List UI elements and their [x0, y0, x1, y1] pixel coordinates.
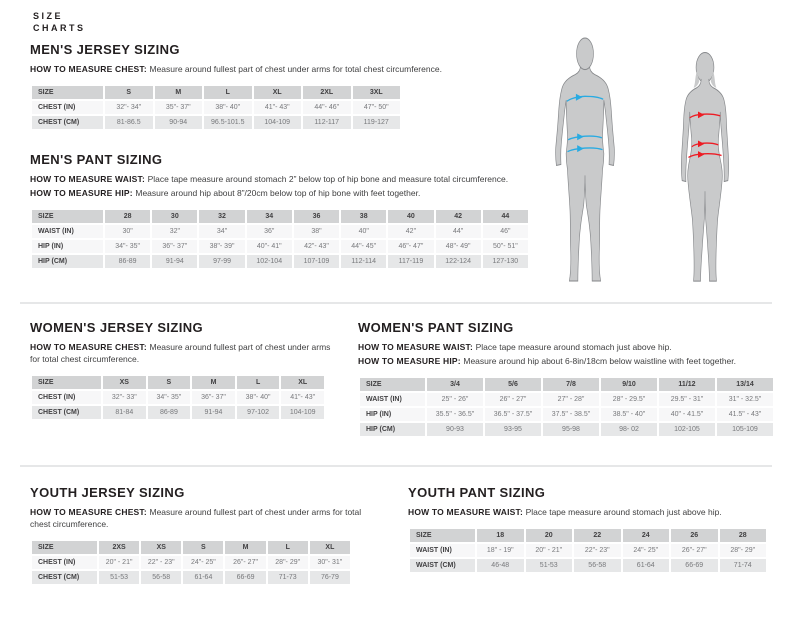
youth-pant-section	[408, 485, 773, 574]
table-cell: 61-64	[183, 571, 223, 584]
column-header: L	[204, 86, 252, 99]
table-cell: 81-84	[103, 406, 146, 419]
measure-instructions	[30, 507, 375, 531]
measure-instruction-label: HOW TO MEASURE CHEST:	[30, 342, 150, 352]
table-cell: 24"- 25"	[623, 544, 670, 557]
measure-instruction-line: HOW TO MEASURE HIP: Measure around hip about 6-8in/18cm below waistline with feet together.	[358, 355, 737, 366]
table-row	[410, 544, 766, 557]
column-header: L	[237, 376, 280, 389]
section-title: YOUTH JERSEY SIZING	[30, 485, 185, 500]
column-header: 38	[341, 210, 386, 223]
male-body-silhouette	[556, 66, 615, 281]
male-head	[577, 38, 594, 70]
measure-instruction-label: HOW TO MEASURE HIP:	[30, 187, 136, 198]
table-cell: 44"- 45"	[341, 240, 386, 253]
table-cell: 97-102	[237, 406, 280, 419]
row-label: WAIST (IN)	[32, 225, 103, 238]
column-header: 11/12	[659, 378, 715, 391]
column-header: M	[155, 86, 203, 99]
measure-instruction-line: HOW TO MEASURE CHEST: Measure around fullest part of chest under arms for total chest circumference.	[30, 64, 442, 74]
row-label: CHEST (CM)	[32, 116, 103, 129]
table-cell: 90-94	[155, 116, 203, 129]
table-row	[360, 393, 773, 406]
table-cell: 102-105	[659, 423, 715, 436]
table-cell: 71-73	[268, 571, 308, 584]
column-header: 20	[526, 529, 573, 542]
table-cell: 30"- 31"	[310, 556, 350, 569]
column-header: 2XS	[99, 541, 139, 554]
table-cell: 20" - 21"	[99, 556, 139, 569]
table-cell: 97-99	[199, 255, 244, 268]
mens-jersey-section	[30, 42, 515, 131]
section-title: MEN'S PANT SIZING	[30, 152, 163, 167]
brand-line-1: SIZE	[33, 11, 64, 21]
table-cell: 37.5" - 38.5"	[543, 408, 599, 421]
row-label: CHEST (IN)	[32, 391, 101, 404]
column-header: 28	[720, 529, 767, 542]
row-label: WAIST (IN)	[410, 544, 475, 557]
table-header-row	[32, 210, 528, 223]
table-cell: 112-117	[303, 116, 351, 129]
womens-pant-section	[358, 320, 778, 438]
column-header: 2XL	[303, 86, 351, 99]
table-cell: 98- 02	[601, 423, 657, 436]
table-cell: 18" - 19"	[477, 544, 524, 557]
column-header: 30	[152, 210, 197, 223]
table-cell: 41"- 43"	[254, 101, 302, 114]
youth-pant-table	[408, 527, 768, 574]
size-column-header: SIZE	[360, 378, 425, 391]
row-label: CHEST (CM)	[32, 406, 101, 419]
table-cell: 34"- 35"	[105, 240, 150, 253]
size-column-header: SIZE	[410, 529, 475, 542]
row-label: CHEST (IN)	[32, 556, 97, 569]
table-cell: 51-53	[526, 559, 573, 572]
size-column-header: SIZE	[32, 541, 97, 554]
measure-instruction-line: HOW TO MEASURE CHEST: Measure around fullest part of chest under arms for total chest circumference.	[30, 507, 362, 529]
table-header-row	[360, 378, 773, 391]
table-cell: 71-74	[720, 559, 767, 572]
table-cell: 95-98	[543, 423, 599, 436]
table-cell: 28" - 29.5"	[601, 393, 657, 406]
table-cell: 36"- 37"	[152, 240, 197, 253]
table-cell: 30"	[105, 225, 150, 238]
column-header: XL	[254, 86, 302, 99]
table-cell: 36"	[247, 225, 292, 238]
womens-pant-table	[358, 376, 775, 438]
table-cell: 91-94	[152, 255, 197, 268]
measure-instruction-line: HOW TO MEASURE WAIST: Place tape measure around stomach just above hip.	[358, 342, 672, 352]
column-header: 7/8	[543, 378, 599, 391]
mens-jersey-table	[30, 84, 402, 131]
column-header: 5/6	[485, 378, 541, 391]
table-cell: 93-95	[485, 423, 541, 436]
table-cell: 36"- 37"	[192, 391, 235, 404]
table-cell: 38"- 39"	[199, 240, 244, 253]
table-cell: 61-64	[623, 559, 670, 572]
measure-instruction-label: HOW TO MEASURE CHEST:	[30, 507, 150, 517]
table-header-row	[32, 376, 324, 389]
section-divider	[20, 465, 772, 467]
table-cell: 56-58	[141, 571, 181, 584]
table-cell: 28"- 29"	[720, 544, 767, 557]
table-cell: 28"- 29"	[268, 556, 308, 569]
table-cell: 119-127	[353, 116, 401, 129]
table-cell: 107-109	[294, 255, 339, 268]
measure-instructions	[30, 342, 332, 366]
table-row	[32, 391, 324, 404]
table-header-row	[32, 86, 400, 99]
table-row	[32, 556, 350, 569]
table-cell: 35.5" - 36.5"	[427, 408, 483, 421]
table-cell: 38"- 40"	[204, 101, 252, 114]
column-header: 44	[483, 210, 528, 223]
table-cell: 29.5" - 31"	[659, 393, 715, 406]
table-cell: 32"- 33"	[103, 391, 146, 404]
section-divider	[20, 302, 772, 304]
table-cell: 40"- 41"	[247, 240, 292, 253]
table-row	[32, 225, 528, 238]
measure-instruction-line: HOW TO MEASURE WAIST: Place tape measure around stomach just above hip.	[408, 507, 722, 517]
womens-jersey-section	[30, 320, 332, 421]
male-figure	[546, 37, 624, 289]
table-cell: 31" - 32.5"	[717, 393, 773, 406]
table-row	[360, 423, 773, 436]
female-figure	[670, 52, 740, 289]
table-row	[32, 101, 400, 114]
column-header: 40	[388, 210, 433, 223]
table-cell: 41"- 43"	[281, 391, 324, 404]
table-row	[32, 116, 400, 129]
table-cell: 91-94	[192, 406, 235, 419]
table-cell: 38"	[294, 225, 339, 238]
table-cell: 96.5-101.5	[204, 116, 252, 129]
column-header: 34	[247, 210, 292, 223]
column-header: S	[105, 86, 153, 99]
table-cell: 36.5" - 37.5"	[485, 408, 541, 421]
column-header: XL	[281, 376, 324, 389]
table-cell: 104-109	[254, 116, 302, 129]
section-title: YOUTH PANT SIZING	[408, 485, 546, 500]
table-cell: 104-109	[281, 406, 324, 419]
table-cell: 41.5" - 43"	[717, 408, 773, 421]
column-header: S	[148, 376, 191, 389]
column-header: 13/14	[717, 378, 773, 391]
row-label: WAIST (IN)	[360, 393, 425, 406]
table-cell: 27" - 28"	[543, 393, 599, 406]
table-cell: 22" - 23"	[141, 556, 181, 569]
measure-instructions	[30, 64, 515, 76]
measure-instructions	[408, 507, 773, 519]
table-cell: 86-89	[148, 406, 191, 419]
youth-jersey-table	[30, 539, 352, 586]
row-label: HIP (IN)	[32, 240, 103, 253]
column-header: 28	[105, 210, 150, 223]
column-header: S	[183, 541, 223, 554]
column-header: M	[192, 376, 235, 389]
table-cell: 26"- 27"	[671, 544, 718, 557]
table-cell: 26" - 27"	[485, 393, 541, 406]
measure-instruction-label: HOW TO MEASURE WAIST:	[358, 342, 476, 352]
table-cell: 42"- 43"	[294, 240, 339, 253]
table-cell: 47"- 50"	[353, 101, 401, 114]
table-cell: 26"- 27"	[225, 556, 265, 569]
table-row	[32, 406, 324, 419]
column-header: XS	[103, 376, 146, 389]
measure-instruction-line: HOW TO MEASURE HIP: Measure around hip about 8”/20cm below top of hip bone with feet together.	[30, 187, 421, 198]
column-header: M	[225, 541, 265, 554]
table-cell: 105-109	[717, 423, 773, 436]
youth-jersey-section	[30, 485, 375, 586]
table-cell: 44"	[436, 225, 481, 238]
table-cell: 56-58	[574, 559, 621, 572]
table-row	[32, 240, 528, 253]
mens-pant-section	[30, 152, 550, 270]
female-head	[698, 54, 713, 81]
table-cell: 86-89	[105, 255, 150, 268]
table-cell: 90-93	[427, 423, 483, 436]
column-header: 22	[574, 529, 621, 542]
measure-instruction-label: HOW TO MEASURE HIP:	[358, 355, 464, 366]
measure-instruction-label: HOW TO MEASURE WAIST:	[408, 507, 526, 517]
table-cell: 34"	[199, 225, 244, 238]
size-column-header: SIZE	[32, 86, 103, 99]
measure-instruction-label: HOW TO MEASURE WAIST:	[30, 174, 148, 184]
table-cell: 25" - 26"	[427, 393, 483, 406]
table-row	[360, 408, 773, 421]
row-label: CHEST (IN)	[32, 101, 103, 114]
table-cell: 66-69	[671, 559, 718, 572]
measure-instructions	[30, 174, 550, 200]
column-header: 3/4	[427, 378, 483, 391]
column-header: 18	[477, 529, 524, 542]
row-label: HIP (CM)	[32, 255, 103, 268]
column-header: 9/10	[601, 378, 657, 391]
column-header: 36	[294, 210, 339, 223]
row-label: CHEST (CM)	[32, 571, 97, 584]
table-cell: 48"- 49"	[436, 240, 481, 253]
table-header-row	[410, 529, 766, 542]
column-header: 3XL	[353, 86, 401, 99]
table-cell: 38"- 40"	[237, 391, 280, 404]
table-cell: 40"	[341, 225, 386, 238]
table-cell: 44"- 46"	[303, 101, 351, 114]
table-cell: 81-86.5	[105, 116, 153, 129]
mens-pant-table	[30, 208, 530, 270]
table-cell: 32"- 34"	[105, 101, 153, 114]
table-cell: 51-53	[99, 571, 139, 584]
section-title: WOMEN'S PANT SIZING	[358, 320, 514, 335]
size-column-header: SIZE	[32, 210, 103, 223]
table-cell: 46"- 47"	[388, 240, 433, 253]
column-header: 32	[199, 210, 244, 223]
measure-instructions	[358, 342, 778, 368]
womens-jersey-table	[30, 374, 326, 421]
column-header: 24	[623, 529, 670, 542]
brand-logo	[33, 10, 86, 34]
table-cell: 32"	[152, 225, 197, 238]
brand-line-2: CHARTS	[33, 23, 86, 34]
table-cell: 127-130	[483, 255, 528, 268]
table-row	[32, 255, 528, 268]
table-cell: 20" - 21"	[526, 544, 573, 557]
measure-instruction-line: HOW TO MEASURE CHEST: Measure around fullest part of chest under arms for total chest circumference.	[30, 342, 331, 364]
column-header: 42	[436, 210, 481, 223]
table-header-row	[32, 541, 350, 554]
table-cell: 35"- 37"	[155, 101, 203, 114]
measure-instruction-label: HOW TO MEASURE CHEST:	[30, 64, 150, 74]
column-header: L	[268, 541, 308, 554]
column-header: 26	[671, 529, 718, 542]
table-cell: 40" - 41.5"	[659, 408, 715, 421]
table-cell: 46-48	[477, 559, 524, 572]
table-cell: 76-79	[310, 571, 350, 584]
table-cell: 102-104	[247, 255, 292, 268]
section-title: MEN'S JERSEY SIZING	[30, 42, 180, 57]
column-header: XL	[310, 541, 350, 554]
row-label: HIP (IN)	[360, 408, 425, 421]
table-cell: 34"- 35"	[148, 391, 191, 404]
table-cell: 50"- 51"	[483, 240, 528, 253]
row-label: HIP (CM)	[360, 423, 425, 436]
table-cell: 46"	[483, 225, 528, 238]
table-cell: 122-124	[436, 255, 481, 268]
table-cell: 38.5" - 40"	[601, 408, 657, 421]
table-cell: 112-114	[341, 255, 386, 268]
size-column-header: SIZE	[32, 376, 101, 389]
table-cell: 117-119	[388, 255, 433, 268]
table-cell: 24"- 25"	[183, 556, 223, 569]
row-label: WAIST (CM)	[410, 559, 475, 572]
table-cell: 22"- 23"	[574, 544, 621, 557]
table-cell: 42"	[388, 225, 433, 238]
column-header: XS	[141, 541, 181, 554]
measure-instruction-line: HOW TO MEASURE WAIST: Place tape measure around stomach 2” below top of hip bone and measure total circumference.	[30, 174, 509, 184]
female-body-silhouette	[681, 79, 728, 281]
table-row	[32, 571, 350, 584]
table-row	[410, 559, 766, 572]
table-cell: 66-69	[225, 571, 265, 584]
section-title: WOMEN'S JERSEY SIZING	[30, 320, 204, 335]
